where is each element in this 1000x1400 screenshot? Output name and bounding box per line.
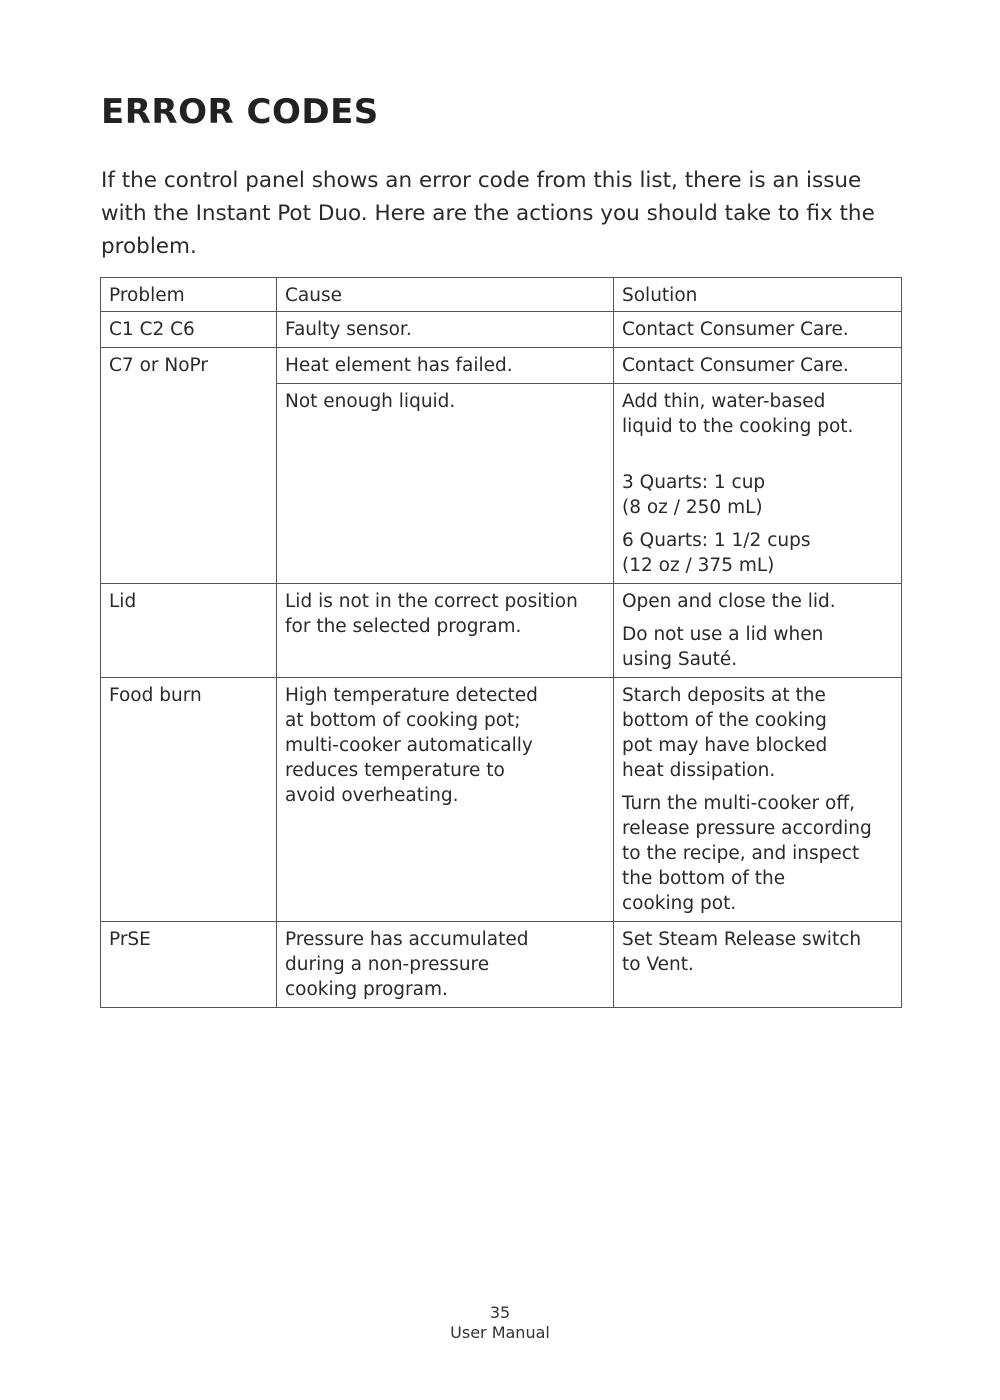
solution-cell: [614, 922, 902, 1008]
solution-text: 3 Quarts: 1 cup (8 oz / 250 mL): [622, 472, 766, 518]
solution-cell: [614, 348, 902, 384]
problem-cell: [101, 678, 277, 922]
cause-cell: [277, 584, 614, 678]
intro-paragraph: If the control panel shows an error code from this list, there is an issue with the Instant Pot Duo. Here are the actions you should take to fix the problem.: [101, 168, 875, 259]
cause-text: Faulty sensor.: [285, 319, 412, 340]
cause-text: Heat element has failed.: [285, 355, 513, 376]
solution-cell: [614, 584, 902, 678]
table-row: [101, 922, 902, 1008]
solution-text: Add thin, water-based liquid to the cooking pot.: [622, 391, 854, 437]
header-solution: Solution: [614, 278, 902, 312]
problem-cell: [101, 348, 277, 584]
problem-cell: [101, 922, 277, 1008]
footer-label: User Manual: [450, 1323, 550, 1342]
cause-cell: [277, 384, 614, 584]
solution-text: 6 Quarts: 1 1/2 cups (12 oz / 375 mL): [622, 530, 811, 576]
header-problem: Problem: [101, 278, 277, 312]
solution-text: Do not use a lid when using Sauté.: [622, 624, 824, 670]
cause-cell: [277, 678, 614, 922]
solution-text: Set Steam Release switch to Vent.: [622, 929, 862, 975]
solution-cell: [614, 678, 902, 922]
cause-cell: [277, 922, 614, 1008]
page-footer: [0, 1303, 1000, 1343]
cause-text: Pressure has accumulated during a non-pressure cooking program.: [285, 929, 529, 1000]
cause-cell: [277, 312, 614, 348]
error-codes-table: [100, 277, 902, 1008]
solution-text: Open and close the lid.: [622, 591, 836, 612]
problem-cell: [101, 312, 277, 348]
solution-cell: [614, 312, 902, 348]
problem-text: C7 or NoPr: [109, 355, 208, 376]
solution-text: Contact Consumer Care.: [622, 319, 849, 340]
cause-text: High temperature detected at bottom of cooking pot; multi-cooker automatically reduces temperature to avoid overheating.: [285, 685, 538, 806]
solution-text: Turn the multi-cooker off, release pressure according to the recipe, and inspect the bottom of the cooking pot.: [622, 793, 872, 914]
cause-cell: [277, 348, 614, 384]
page-number: 35: [489, 1303, 511, 1322]
problem-text: C1 C2 C6: [109, 319, 195, 340]
table-row: [101, 348, 902, 384]
problem-cell: [101, 584, 277, 678]
table-row: [101, 312, 902, 348]
problem-text: PrSE: [109, 929, 151, 950]
table-header-row: [101, 278, 902, 312]
cause-text: Not enough liquid.: [285, 391, 456, 412]
problem-text: Lid: [109, 591, 137, 612]
table-row: [101, 678, 902, 922]
solution-text: Starch deposits at the bottom of the cooking pot may have blocked heat dissipation.: [622, 685, 828, 781]
cause-text: Lid is not in the correct position for the selected program.: [285, 591, 578, 637]
header-cause: Cause: [277, 278, 614, 312]
solution-cell: [614, 384, 902, 584]
solution-text: Contact Consumer Care.: [622, 355, 849, 376]
problem-text: Food burn: [109, 685, 202, 706]
table-row: [101, 584, 902, 678]
page-title: ERROR CODES: [101, 92, 379, 132]
